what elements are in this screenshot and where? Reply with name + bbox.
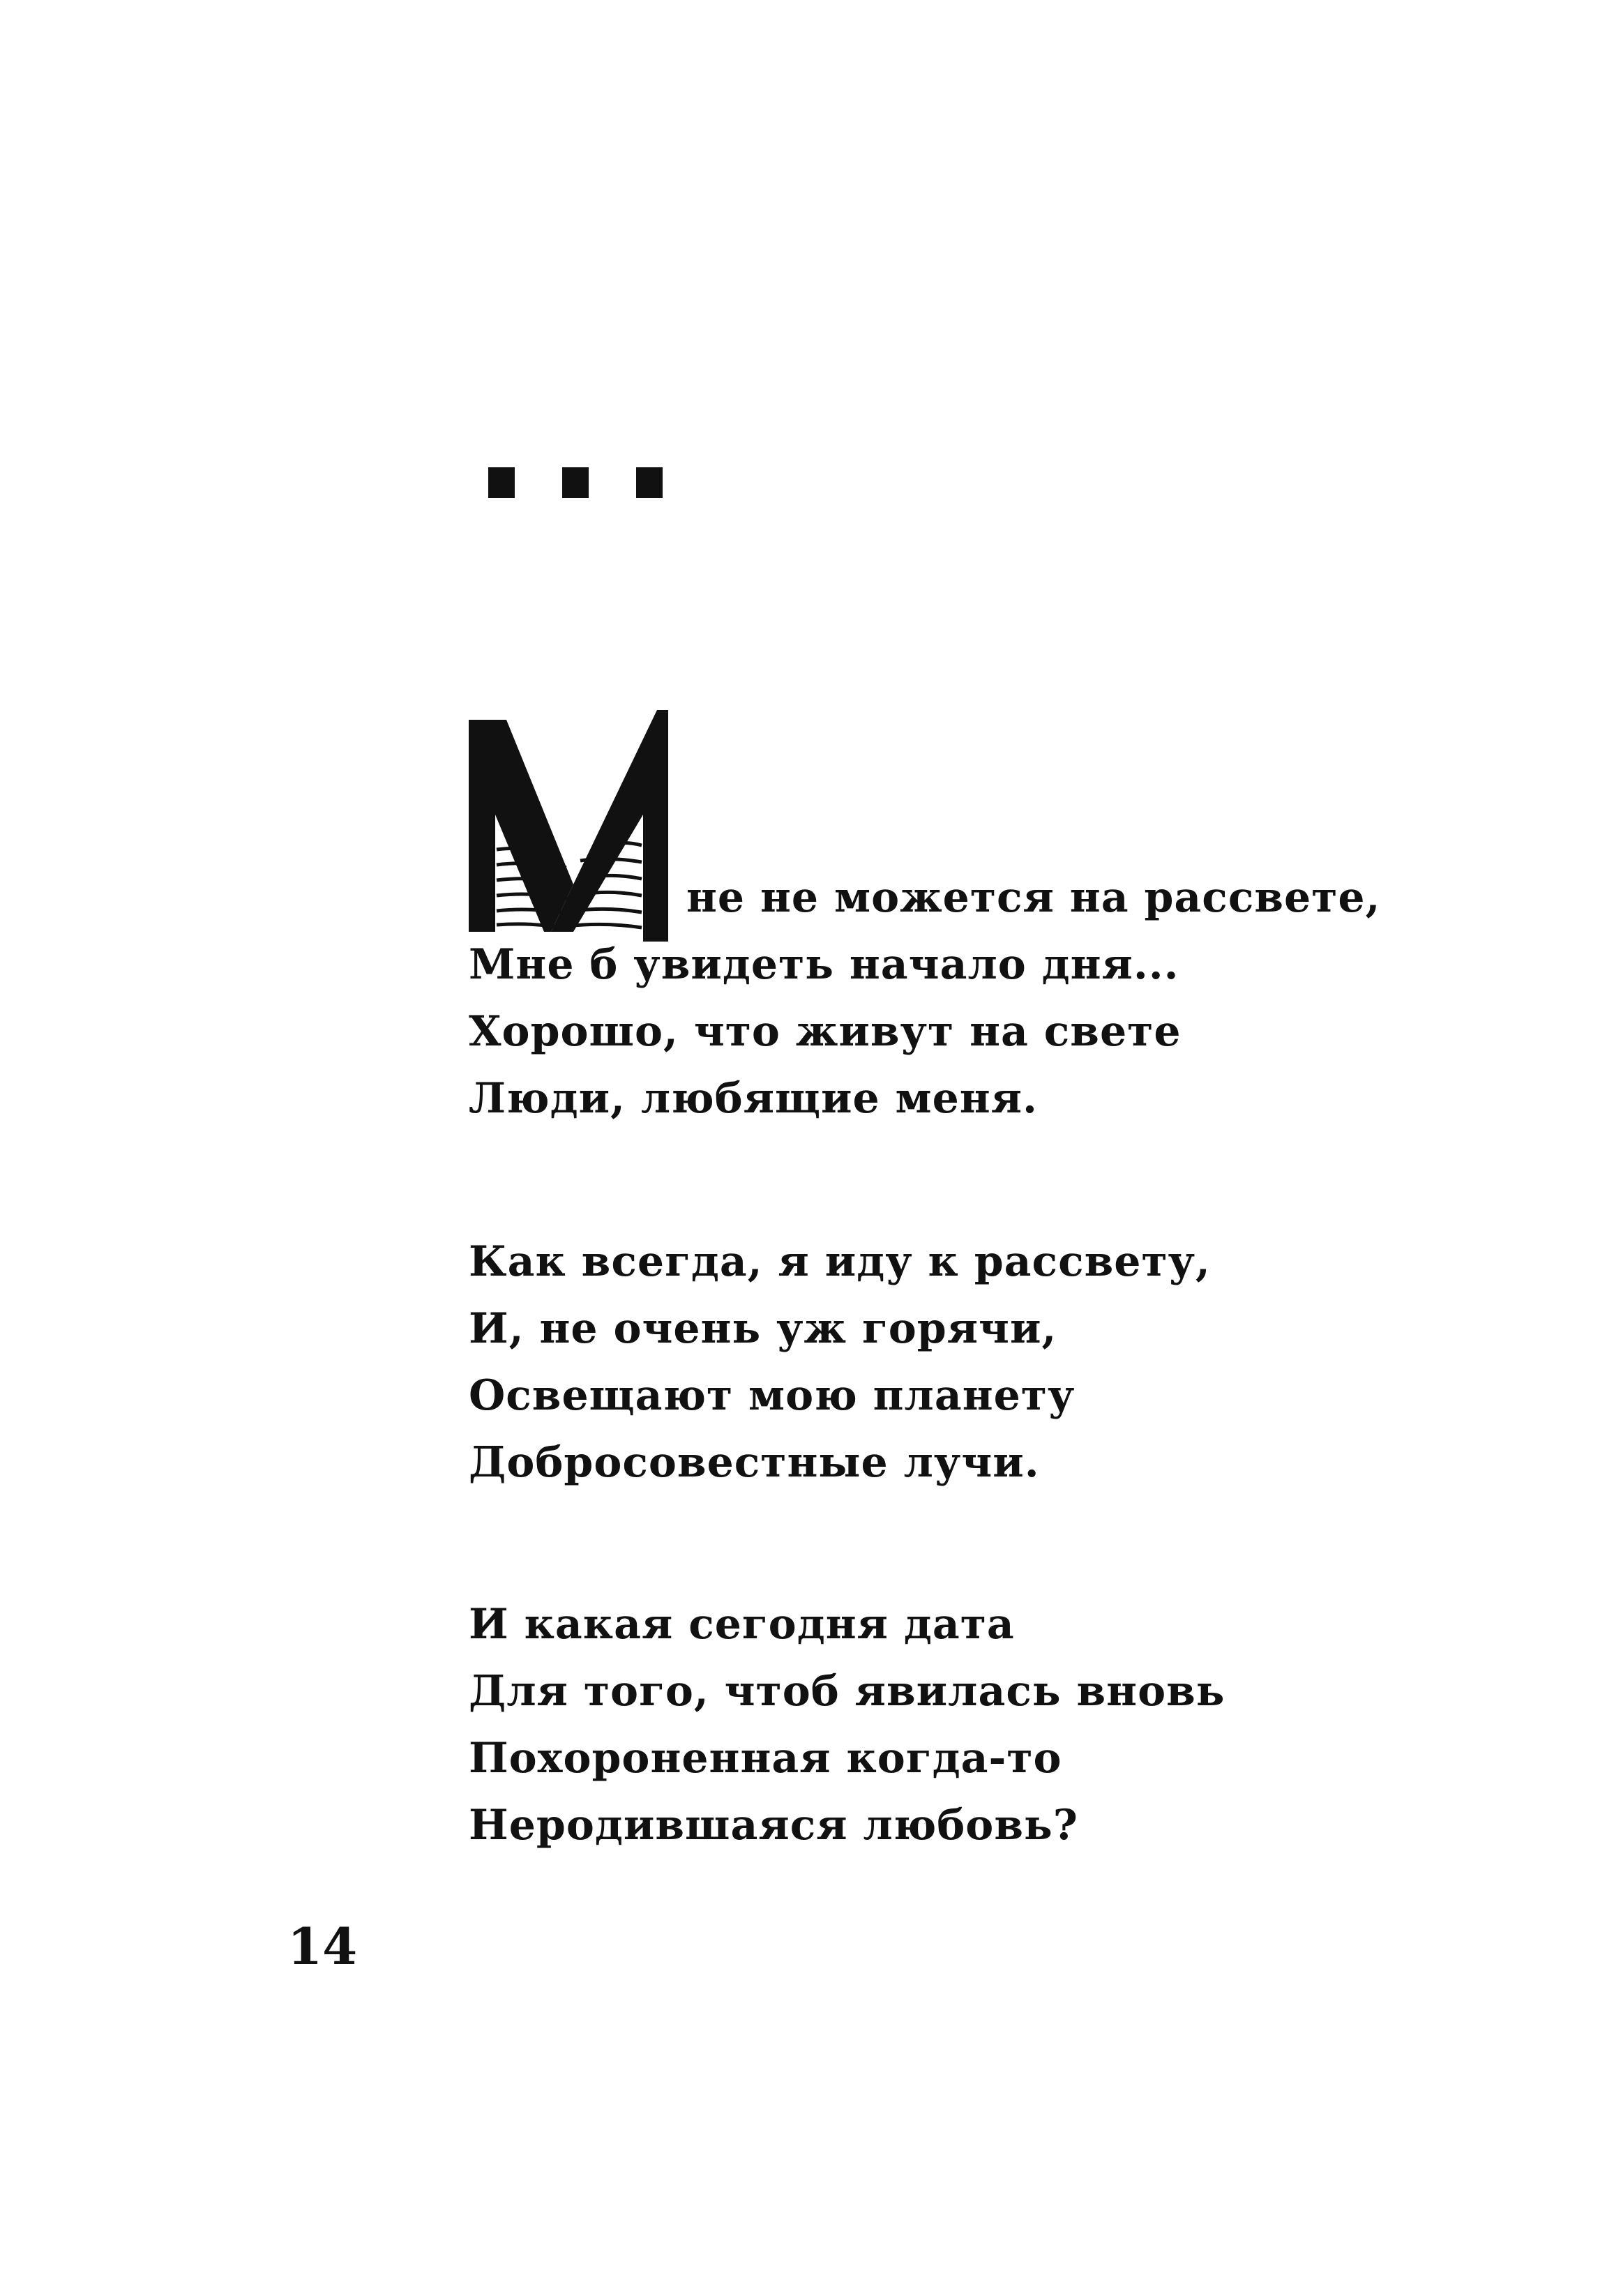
poem-line: Освещают мою планету <box>469 1371 1076 1420</box>
poem-line: Хорошо, что живут на свете <box>469 1007 1182 1056</box>
page-number: 14 <box>287 1917 358 1976</box>
section-separator <box>488 467 670 509</box>
poem-line: Для того, чтоб явилась вновь <box>469 1667 1225 1716</box>
poem-line: Мне б увидеть начало дня... <box>469 940 1179 989</box>
separator-square <box>562 467 589 498</box>
separator-square <box>488 467 515 498</box>
dropcap-woodcut-letter <box>469 710 686 942</box>
poem-line: Неродившаяся любовь? <box>469 1801 1078 1850</box>
poem-line: Люди, любящие меня. <box>469 1074 1038 1123</box>
poem-line: И, не очень уж горячи, <box>469 1304 1057 1353</box>
poem-line: И какая сегодня дата <box>469 1600 1015 1649</box>
separator-square <box>636 467 663 498</box>
poem-line: Добросовестные лучи. <box>469 1438 1040 1487</box>
poem-line: Похороненная когда-то <box>469 1734 1062 1783</box>
poem-line: не не можется на рассвете, <box>686 873 1381 922</box>
poem-line: Как всегда, я иду к рассвету, <box>469 1237 1211 1286</box>
